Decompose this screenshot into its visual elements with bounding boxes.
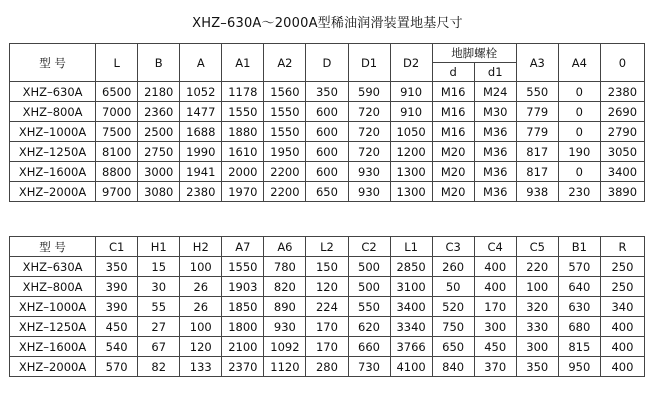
value-cell: 930 — [264, 317, 306, 337]
header-cell: A6 — [264, 237, 306, 257]
value-cell: 1990 — [180, 142, 222, 162]
value-cell: 2200 — [264, 182, 306, 202]
value-cell: 2360 — [138, 102, 180, 122]
header-bolt-d: d — [432, 63, 474, 82]
value-cell: 930 — [348, 182, 390, 202]
value-cell: 4100 — [390, 357, 432, 377]
value-cell: 3100 — [390, 277, 432, 297]
value-cell: M20 — [432, 162, 474, 182]
header-cell: D — [306, 44, 348, 82]
header-bolt-d1: d1 — [474, 63, 516, 82]
header-cell: 0 — [600, 44, 644, 82]
value-cell: 820 — [264, 277, 306, 297]
value-cell: 0 — [558, 102, 600, 122]
header-model: 型 号 — [10, 237, 96, 257]
value-cell: 2500 — [138, 122, 180, 142]
table-row — [10, 297, 645, 317]
value-cell: 1178 — [222, 82, 264, 102]
value-cell: 390 — [96, 277, 138, 297]
header-cell: A — [180, 44, 222, 82]
value-cell: 1800 — [222, 317, 264, 337]
value-cell: 1950 — [264, 142, 306, 162]
header-cell: C2 — [348, 237, 390, 257]
foundation-dimensions-table — [9, 43, 645, 202]
value-cell: 1970 — [222, 182, 264, 202]
value-cell: M36 — [474, 162, 516, 182]
value-cell: 3766 — [390, 337, 432, 357]
value-cell: 250 — [600, 277, 644, 297]
value-cell: 2750 — [138, 142, 180, 162]
value-cell: 250 — [600, 257, 644, 277]
value-cell: 27 — [138, 317, 180, 337]
header-cell: D1 — [348, 44, 390, 82]
value-cell: 817 — [516, 162, 558, 182]
document-title: XHZ–630A～2000A型稀油润滑装置地基尺寸 — [192, 16, 463, 31]
value-cell: 30 — [138, 277, 180, 297]
value-cell: 390 — [96, 297, 138, 317]
value-cell: 1688 — [180, 122, 222, 142]
value-cell: 2850 — [390, 257, 432, 277]
value-cell: 930 — [348, 162, 390, 182]
value-cell: 1200 — [390, 142, 432, 162]
value-cell: 2180 — [138, 82, 180, 102]
table-row — [10, 82, 645, 102]
model-cell: XHZ–2000A — [10, 357, 96, 377]
value-cell: 330 — [516, 317, 558, 337]
value-cell: 1941 — [180, 162, 222, 182]
value-cell: 450 — [96, 317, 138, 337]
value-cell: 570 — [558, 257, 600, 277]
value-cell: 320 — [516, 297, 558, 317]
value-cell: 950 — [558, 357, 600, 377]
table-row — [10, 277, 645, 297]
header-cell: C5 — [516, 237, 558, 257]
value-cell: M16 — [432, 82, 474, 102]
header-row — [10, 237, 645, 257]
value-cell: M24 — [474, 82, 516, 102]
value-cell: M20 — [432, 142, 474, 162]
value-cell: 400 — [600, 357, 644, 377]
value-cell: 1300 — [390, 182, 432, 202]
value-cell: 2790 — [600, 122, 644, 142]
value-cell: 779 — [516, 102, 558, 122]
value-cell: M30 — [474, 102, 516, 122]
header-cell: B — [138, 44, 180, 82]
value-cell: 370 — [474, 357, 516, 377]
value-cell: 400 — [474, 277, 516, 297]
value-cell: 7500 — [96, 122, 138, 142]
value-cell: 600 — [306, 142, 348, 162]
value-cell: 170 — [306, 317, 348, 337]
header-cell: A1 — [222, 44, 264, 82]
value-cell: 500 — [348, 257, 390, 277]
value-cell: 2380 — [180, 182, 222, 202]
value-cell: 2000 — [222, 162, 264, 182]
value-cell: 1300 — [390, 162, 432, 182]
table-row — [10, 102, 645, 122]
value-cell: 67 — [138, 337, 180, 357]
header-cell: B1 — [558, 237, 600, 257]
value-cell: 1610 — [222, 142, 264, 162]
value-cell: 133 — [180, 357, 222, 377]
value-cell: 400 — [600, 317, 644, 337]
value-cell: 520 — [432, 297, 474, 317]
value-cell: 910 — [390, 82, 432, 102]
value-cell: 300 — [474, 317, 516, 337]
model-cell: XHZ–1000A — [10, 122, 96, 142]
value-cell: 910 — [390, 102, 432, 122]
model-cell: XHZ–630A — [10, 82, 96, 102]
value-cell: 224 — [306, 297, 348, 317]
value-cell: 1052 — [180, 82, 222, 102]
value-cell: 100 — [180, 317, 222, 337]
value-cell: 400 — [474, 257, 516, 277]
value-cell: 720 — [348, 142, 390, 162]
value-cell: 680 — [558, 317, 600, 337]
value-cell: 3890 — [600, 182, 644, 202]
table-row — [10, 317, 645, 337]
header-cell: A2 — [264, 44, 306, 82]
header-cell: L — [96, 44, 138, 82]
value-cell: 1903 — [222, 277, 264, 297]
value-cell: 1477 — [180, 102, 222, 122]
header-cell: L2 — [306, 237, 348, 257]
value-cell: 600 — [306, 102, 348, 122]
value-cell: 600 — [306, 122, 348, 142]
value-cell: 15 — [138, 257, 180, 277]
value-cell: 220 — [516, 257, 558, 277]
value-cell: M36 — [474, 182, 516, 202]
value-cell: 26 — [180, 277, 222, 297]
header-cell: R — [600, 237, 644, 257]
model-cell: XHZ–1250A — [10, 142, 96, 162]
value-cell: 840 — [432, 357, 474, 377]
value-cell: 815 — [558, 337, 600, 357]
value-cell: 730 — [348, 357, 390, 377]
value-cell: 350 — [96, 257, 138, 277]
value-cell: 3340 — [390, 317, 432, 337]
value-cell: M36 — [474, 142, 516, 162]
value-cell: 660 — [348, 337, 390, 357]
header-cell: D2 — [390, 44, 432, 82]
value-cell: 779 — [516, 122, 558, 142]
value-cell: 3080 — [138, 182, 180, 202]
value-cell: 1120 — [264, 357, 306, 377]
value-cell: 55 — [138, 297, 180, 317]
value-cell: 0 — [558, 82, 600, 102]
value-cell: 2100 — [222, 337, 264, 357]
value-cell: 1550 — [222, 102, 264, 122]
value-cell: 938 — [516, 182, 558, 202]
header-cell: L1 — [390, 237, 432, 257]
value-cell: 720 — [348, 122, 390, 142]
value-cell: M36 — [474, 122, 516, 142]
model-cell: XHZ–630A — [10, 257, 96, 277]
value-cell: 340 — [600, 297, 644, 317]
value-cell: 350 — [306, 82, 348, 102]
value-cell: 450 — [474, 337, 516, 357]
value-cell: 2690 — [600, 102, 644, 122]
value-cell: 640 — [558, 277, 600, 297]
value-cell: 170 — [474, 297, 516, 317]
value-cell: 620 — [348, 317, 390, 337]
value-cell: 500 — [348, 277, 390, 297]
model-cell: XHZ–1250A — [10, 317, 96, 337]
model-cell: XHZ–800A — [10, 277, 96, 297]
value-cell: 6500 — [96, 82, 138, 102]
value-cell: 82 — [138, 357, 180, 377]
value-cell: 50 — [432, 277, 474, 297]
table-row — [10, 357, 645, 377]
value-cell: 230 — [558, 182, 600, 202]
value-cell: 1850 — [222, 297, 264, 317]
value-cell: 100 — [180, 257, 222, 277]
value-cell: 3400 — [390, 297, 432, 317]
value-cell: 2380 — [600, 82, 644, 102]
header-cell: C3 — [432, 237, 474, 257]
model-cell: XHZ–1600A — [10, 337, 96, 357]
value-cell: 1050 — [390, 122, 432, 142]
value-cell: 0 — [558, 122, 600, 142]
header-anchor-bolt: 地脚螺栓 — [432, 44, 516, 63]
value-cell: 350 — [516, 357, 558, 377]
table-row — [10, 162, 645, 182]
header-cell: C1 — [96, 237, 138, 257]
value-cell: 26 — [180, 297, 222, 317]
header-cell: A3 — [516, 44, 558, 82]
value-cell: 890 — [264, 297, 306, 317]
value-cell: 1550 — [264, 122, 306, 142]
header-model: 型 号 — [10, 44, 96, 82]
value-cell: 3000 — [138, 162, 180, 182]
value-cell: 280 — [306, 357, 348, 377]
value-cell: 650 — [306, 182, 348, 202]
value-cell: 817 — [516, 142, 558, 162]
header-cell: H2 — [180, 237, 222, 257]
table-row — [10, 122, 645, 142]
value-cell: M16 — [432, 102, 474, 122]
value-cell: 550 — [348, 297, 390, 317]
value-cell: 570 — [96, 357, 138, 377]
header-cell: H1 — [138, 237, 180, 257]
table-row — [10, 142, 645, 162]
table-row — [10, 257, 645, 277]
table-body — [10, 82, 645, 202]
value-cell: M20 — [432, 182, 474, 202]
value-cell: 550 — [516, 82, 558, 102]
value-cell: 100 — [516, 277, 558, 297]
value-cell: 750 — [432, 317, 474, 337]
table-body — [10, 257, 645, 377]
value-cell: 8100 — [96, 142, 138, 162]
model-cell: XHZ–800A — [10, 102, 96, 122]
value-cell: 3400 — [600, 162, 644, 182]
value-cell: 600 — [306, 162, 348, 182]
header-cell: C4 — [474, 237, 516, 257]
table-row — [10, 337, 645, 357]
equipment-dimensions-table — [9, 236, 645, 377]
value-cell: 1550 — [264, 102, 306, 122]
value-cell: 1550 — [222, 257, 264, 277]
value-cell: 590 — [348, 82, 390, 102]
value-cell: 1560 — [264, 82, 306, 102]
value-cell: 540 — [96, 337, 138, 357]
value-cell: 9700 — [96, 182, 138, 202]
value-cell: 150 — [306, 257, 348, 277]
value-cell: 7000 — [96, 102, 138, 122]
model-cell: XHZ–1000A — [10, 297, 96, 317]
model-cell: XHZ–1600A — [10, 162, 96, 182]
value-cell: 0 — [558, 162, 600, 182]
header-cell: A7 — [222, 237, 264, 257]
value-cell: 190 — [558, 142, 600, 162]
value-cell: 630 — [558, 297, 600, 317]
value-cell: 2370 — [222, 357, 264, 377]
value-cell: 650 — [432, 337, 474, 357]
value-cell: 8800 — [96, 162, 138, 182]
header-cell: A4 — [558, 44, 600, 82]
value-cell: 120 — [306, 277, 348, 297]
value-cell: 2200 — [264, 162, 306, 182]
value-cell: 1092 — [264, 337, 306, 357]
table-row — [10, 182, 645, 202]
value-cell: M16 — [432, 122, 474, 142]
value-cell: 120 — [180, 337, 222, 357]
model-cell: XHZ–2000A — [10, 182, 96, 202]
value-cell: 780 — [264, 257, 306, 277]
value-cell: 300 — [516, 337, 558, 357]
value-cell: 3050 — [600, 142, 644, 162]
value-cell: 170 — [306, 337, 348, 357]
value-cell: 260 — [432, 257, 474, 277]
value-cell: 400 — [600, 337, 644, 357]
table-header — [10, 237, 645, 257]
value-cell: 1880 — [222, 122, 264, 142]
value-cell: 720 — [348, 102, 390, 122]
